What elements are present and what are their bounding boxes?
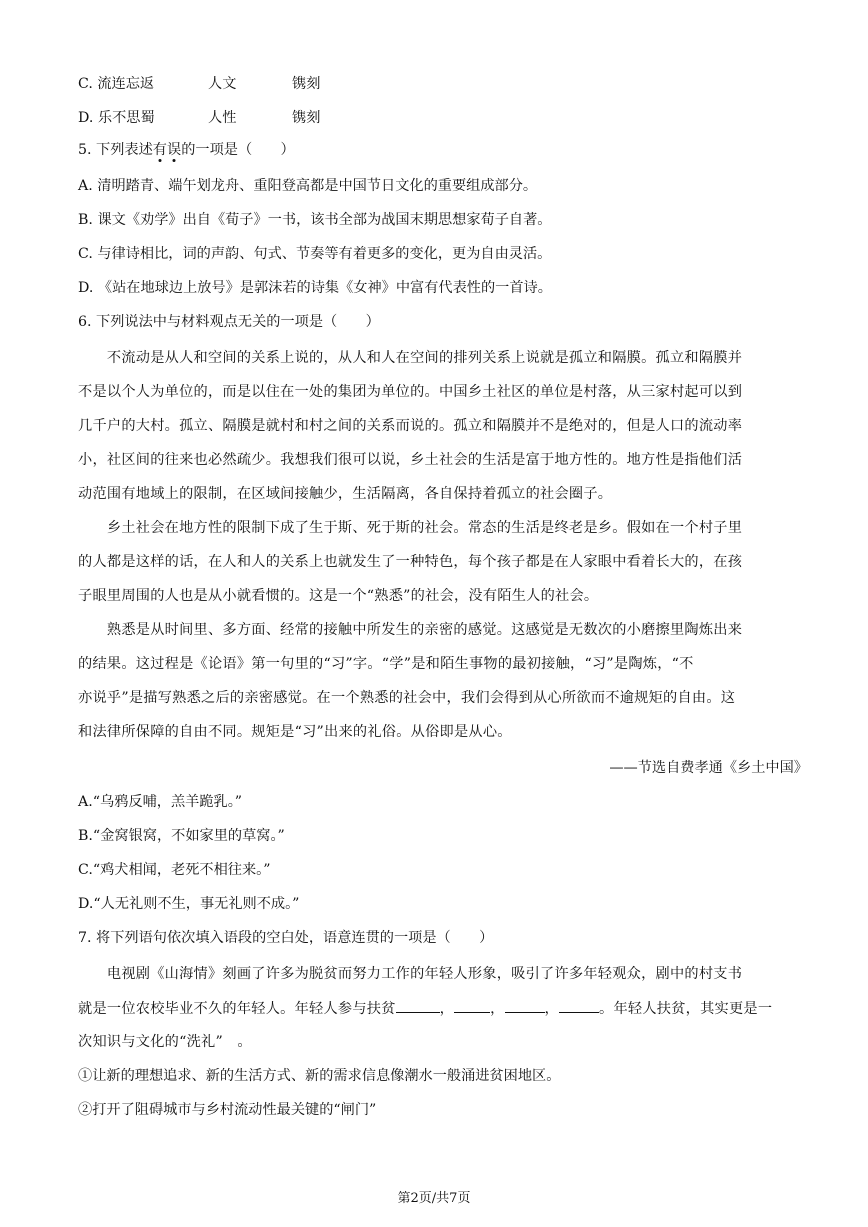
q4-option-c-col3: 镌刻 xyxy=(292,76,321,92)
q6-passage-line: 动范围有地域上的限制，在区域间接触少，生活隔离，各自保持着孤立的社会圈子。 xyxy=(78,486,613,502)
q7-separator: ， xyxy=(439,1001,455,1017)
q5-option-a: A. 清明踏青、端午划龙舟、重阳登高都是中国节日文化的重要组成部分。 xyxy=(78,178,538,194)
q7-passage-line: 电视剧《山海情》刻画了许多为脱贫而努力工作的年轻人形象，吸引了许多年轻观众，剧中的村支书 xyxy=(78,966,743,982)
q5-option-c: C. 与律诗相比，词的声韵、句式、节奏等有着更多的变化，更为自由灵活。 xyxy=(78,246,552,262)
q6-passage-line: 亦说乎”是描写熟悉之后的亲密感觉。在一个熟悉的社会中，我们会得到从心所欲而不逾规矩的自由。这 xyxy=(78,690,736,706)
q4-option-d-col2: 人性 xyxy=(208,110,237,126)
q6-passage-line: 不流动是从人和空间的关系上说的，从人和人在空间的排列关系上说就是孤立和隔膜。孤立和隔膜并 xyxy=(78,350,743,366)
q6-option-a: A.“乌鸦反哺，羔羊跪乳。” xyxy=(78,794,243,810)
q5-stem xyxy=(78,140,295,160)
q7-passage-text: 。年轻人扶贫，其实更是一 xyxy=(599,1001,773,1017)
q7-item-1: ①让新的理想追求、新的生活方式、新的需求信息像潮水一般涌进贫困地区。 xyxy=(78,1068,561,1084)
fill-blank-2[interactable] xyxy=(454,998,490,1013)
q5-stem-before: 5. 下列表述 xyxy=(78,142,153,158)
fill-blank-1[interactable] xyxy=(396,998,440,1013)
q6-option-c: C.“鸡犬相闻，老死不相往来。” xyxy=(78,862,271,878)
q7-passage-text: 就是一位农校毕业不久的年轻人。年轻人参与扶贫 xyxy=(78,1001,396,1017)
page-footer: 第2页/共7页 xyxy=(397,1191,471,1206)
q4-option-c-col2: 人文 xyxy=(208,76,237,92)
q4-option-c-label: C. 流连忘返 xyxy=(78,76,155,92)
q5-stem-after: 的一项是（ ） xyxy=(181,142,295,158)
q5-emphasis-char: 有 xyxy=(152,142,167,158)
q6-passage-line: 和法律所保障的自由不同。规矩是“习”出来的礼俗。从俗即是从心。 xyxy=(78,724,512,740)
q5-option-b: B. 课文《劝学》出自《荀子》一书，该书全部为战国末期思想家荀子自著。 xyxy=(78,212,552,228)
q6-passage-line: 小，社区间的往来也必然疏少。我想我们很可以说，乡土社会的生活是富于地方性的。地方性是指他们活 xyxy=(78,452,743,468)
q7-passage-line xyxy=(78,998,790,1019)
q6-source-citation: ——节选自费孝通《乡土中国》 xyxy=(609,760,808,776)
q4-option-d-col3: 镌刻 xyxy=(292,110,321,126)
q6-stem: 6. 下列说法中与材料观点无关的一项是（ ） xyxy=(78,314,380,330)
q6-passage-line: 熟悉是从时间里、多方面、经常的接触中所发生的亲密的感觉。这感觉是无数次的小磨擦里陶炼出来 xyxy=(78,622,743,638)
fill-blank-3[interactable] xyxy=(505,998,545,1013)
q6-passage-line: 子眼里周围的人也是从小就看惯的。这是一个“熟悉”的社会，没有陌生人的社会。 xyxy=(78,588,599,604)
q5-option-d: D. 《站在地球边上放号》是郭沫若的诗集《女神》中富有代表性的一首诗。 xyxy=(78,280,552,296)
q5-emphasis-char: 误 xyxy=(167,142,182,158)
q6-passage-line: 不是以个人为单位的，而是以住在一处的集团为单位的。中国乡土社区的单位是村落，从三家村起可以到 xyxy=(78,384,743,400)
q6-passage-line: 几千户的大村。孤立、隔膜是就村和村之间的关系而说的。孤立和隔膜并不是绝对的，但是人口的流动率 xyxy=(78,418,743,434)
q6-option-d: D.“人无礼则不生，事无礼则不成。” xyxy=(78,896,300,912)
q7-item-2: ②打开了阻碍城市与乡村流动性最关键的“闸门” xyxy=(78,1102,377,1118)
q7-separator: ， xyxy=(544,1001,559,1017)
q7-stem: 7. 将下列语句依次填入语段的空白处，语意连贯的一项是（ ） xyxy=(78,930,494,946)
q6-passage-line: 乡土社会在地方性的限制下成了生于斯、死于斯的社会。常态的生活是终老是乡。假如在一个村子里 xyxy=(78,520,743,536)
q4-option-d-label: D. 乐不思蜀 xyxy=(78,110,155,126)
q7-passage-line: 次知识与文化的“洗礼” 。 xyxy=(78,1034,252,1050)
q7-separator: ， xyxy=(490,1001,505,1017)
fill-blank-4[interactable] xyxy=(559,998,599,1013)
q6-option-b: B.“金窝银窝，不如家里的草窝。” xyxy=(78,828,285,844)
q6-passage-line: 的人都是这样的话，在人和人的关系上也就发生了一种特色，每个孩子都是在人家眼中看着长大的，在孩 xyxy=(78,554,743,570)
q6-passage-line: 的结果。这过程是《论语》第一句里的“习”字。“学”是和陌生事物的最初接触，“习”是陶炼，“不 xyxy=(78,656,694,672)
